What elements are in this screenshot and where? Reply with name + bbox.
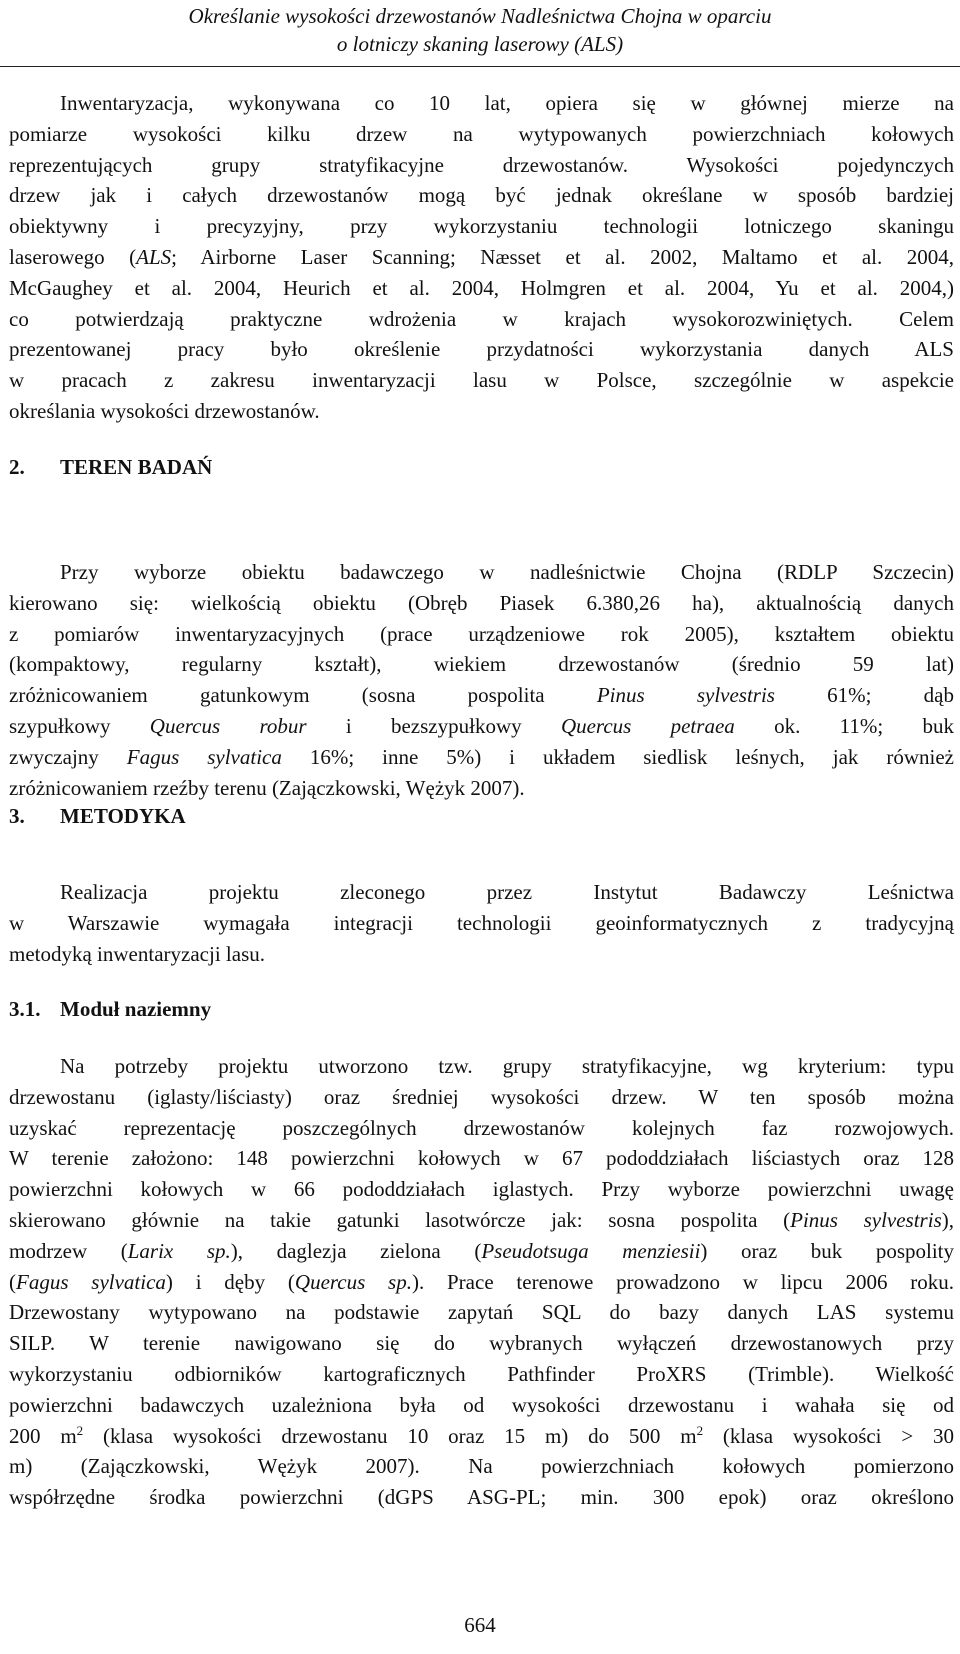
running-header (0, 2, 960, 58)
text-line: skierowano głównie na takie gatunki lasotwórcze jak: sosna pospolita (Pinus sylvestris), (9, 1207, 954, 1232)
text-line: wykorzystaniu odbiorników kartograficznych Pathfinder ProXRS (Trimble). Wielkość (9, 1361, 954, 1386)
section-title: TEREN BADAŃ (60, 455, 213, 479)
text-line: SILP. W terenie nawigowano się do wybranych wyłączeń drzewostanowych przy (9, 1331, 954, 1356)
text-line: m) (Zajączkowski, Wężyk 2007). Na powierzchniach kołowych pomierzono (9, 1454, 954, 1479)
text-line: pomiarze wysokości kilku drzew na wytypowanych powierzchniach kołowych (9, 121, 954, 146)
text-line: z pomiarów inwentaryzacyjnych (prace urządzeniowe rok 2005), kształtem obiektu (9, 621, 954, 646)
section-2-paragraph (9, 557, 954, 803)
section-number: 3. (9, 804, 25, 828)
text-line: szypułkowy Quercus robur i bezszypułkowy Quercus petraea ok. 11%; buk (9, 713, 954, 738)
text-line: zwyczajny Fagus sylvatica 16%; inne 5%) i układem siedlisk leśnych, jak również (9, 744, 954, 769)
text-line: drzewostanu (iglasty/liściasty) oraz średniej wysokości drzew. W ten sposób można (9, 1084, 954, 1109)
text-line: Przy wyborze obiektu badawczego w nadleśnictwie Chojna (RDLP Szczecin) (60, 560, 954, 584)
section-heading-3-1 (9, 994, 211, 1024)
text-line: w Warszawie wymagała integracji technologii geoinformatycznych z tradycyjną (9, 910, 954, 935)
section-heading-2 (9, 452, 212, 482)
text-line: (kompaktowy, regularny kształt), wiekiem drzewostanów (średnio 59 lat) (9, 652, 954, 677)
text-line: zróżnicowaniem rzeźby terenu (Zajączkowski, Wężyk 2007). (9, 775, 525, 800)
intro-paragraph (9, 88, 954, 427)
species-name: Quercus sp. (294, 1269, 412, 1294)
text-line: prezentowanej pracy było określenie przydatności wykorzystania danych ALS (9, 337, 954, 362)
text-line: reprezentujących grupy stratyfikacyjne drzewostanów. Wysokości pojedynczych (9, 152, 954, 177)
superscript: 2 (696, 1422, 704, 1438)
running-header-line-1: Określanie wysokości drzewostanów Nadleśnictwa Chojna w oparciu (188, 4, 772, 28)
species-name: Larix sp. (127, 1238, 231, 1263)
section-3-paragraph (9, 877, 954, 969)
species-name: Pinus sylvestris (790, 1207, 942, 1232)
text-line: W terenie założono: 148 powierzchni kołowych w 67 pododdziałach liściastych oraz 128 (9, 1146, 954, 1171)
species-name: Fagus sylvatica (126, 744, 282, 769)
text-line: Drzewostany wytypowano na podstawie zapytań SQL do bazy danych LAS systemu (9, 1300, 954, 1325)
text-line: (Fagus sylvatica) i dęby (Quercus sp.). Prace terenowe prowadzono w lipcu 2006 roku. (9, 1269, 954, 1294)
header-rule (0, 66, 960, 67)
text-line: Inwentaryzacja, wykonywana co 10 lat, opiera się w głównej mierze na (60, 91, 954, 115)
running-header-line-2: o lotniczy skaning laserowy (ALS) (336, 32, 624, 56)
text-line: kierowano się: wielkością obiektu (Obręb Piasek 6.380,26 ha), aktualnością danych (9, 590, 954, 615)
text-line: co potwierdzają praktyczne wdrożenia w krajach wysokorozwiniętych. Celem (9, 306, 954, 331)
text-line: McGaughey et al. 2004, Heurich et al. 2004, Holmgren et al. 2004, Yu et al. 2004,) (9, 275, 954, 300)
text-line: w pracach z zakresu inwentaryzacji lasu w Polsce, szczególnie w aspekcie (9, 368, 954, 393)
section-title: Moduł naziemny (60, 997, 212, 1021)
text-line: powierzchni badawczych uzależniona była od wysokości drzewostanu i wahała się od (9, 1392, 954, 1417)
species-name: Quercus robur (149, 713, 307, 738)
section-number: 2. (9, 455, 25, 479)
text-line: uzyskać reprezentację poszczególnych drzewostanów kolejnych faz rozwojowych. (9, 1115, 954, 1140)
page-number: 664 (464, 1613, 496, 1637)
text-line: drzew jak i całych drzewostanów mogą być jednak określane w sposób bardziej (9, 183, 954, 208)
text-line: Realizacja projektu zleconego przez Instytut Badawczy Leśnictwa (60, 880, 954, 904)
species-name: Pseudotsuga menziesii (481, 1238, 701, 1263)
text-line: określania wysokości drzewostanów. (9, 398, 320, 423)
superscript: 2 (76, 1422, 84, 1438)
text-line: 200 $m^2$ (klasa wysokości drzewostanu 10 oraz 15 m) do 500 $m^2$ (klasa wysokości > 30 (9, 1422, 954, 1448)
species-name: Pinus sylvestris (596, 683, 775, 708)
section-3-1-paragraph (9, 1051, 954, 1513)
text-line: zróżnicowaniem gatunkowym (sosna pospolita Pinus sylvestris 61%; dąb (9, 683, 954, 708)
text-line: Na potrzeby projektu utworzono tzw. grupy stratyfikacyjne, wg kryterium: typu (60, 1054, 954, 1078)
section-heading-3 (9, 801, 186, 831)
text-line: obiektywny i precyzyjny, przy wykorzystaniu technologii lotniczego skaningu (9, 214, 954, 239)
section-number: 3.1. (9, 997, 41, 1021)
text-line: modrzew (Larix sp.), daglezja zielona (Pseudotsuga menziesii) oraz buk pospolity (9, 1238, 954, 1263)
als-abbrev: ALS (136, 244, 172, 269)
text-line: laserowego (ALS; Airborne Laser Scanning; Næsset et al. 2002, Maltamo et al. 2004, (9, 244, 955, 269)
species-name: Quercus petraea (560, 713, 735, 738)
text-line: współrzędne środka powierzchni (dGPS ASG-PL; min. 300 epok) oraz określono (9, 1485, 954, 1510)
section-title: METODYKA (60, 804, 186, 828)
text-line: powierzchni kołowych w 66 pododdziałach iglastych. Przy wyborze powierzchni uwagę (9, 1177, 954, 1202)
text-line: metodyką inwentaryzacji lasu. (9, 941, 265, 966)
species-name: Fagus sylvatica (16, 1269, 166, 1294)
